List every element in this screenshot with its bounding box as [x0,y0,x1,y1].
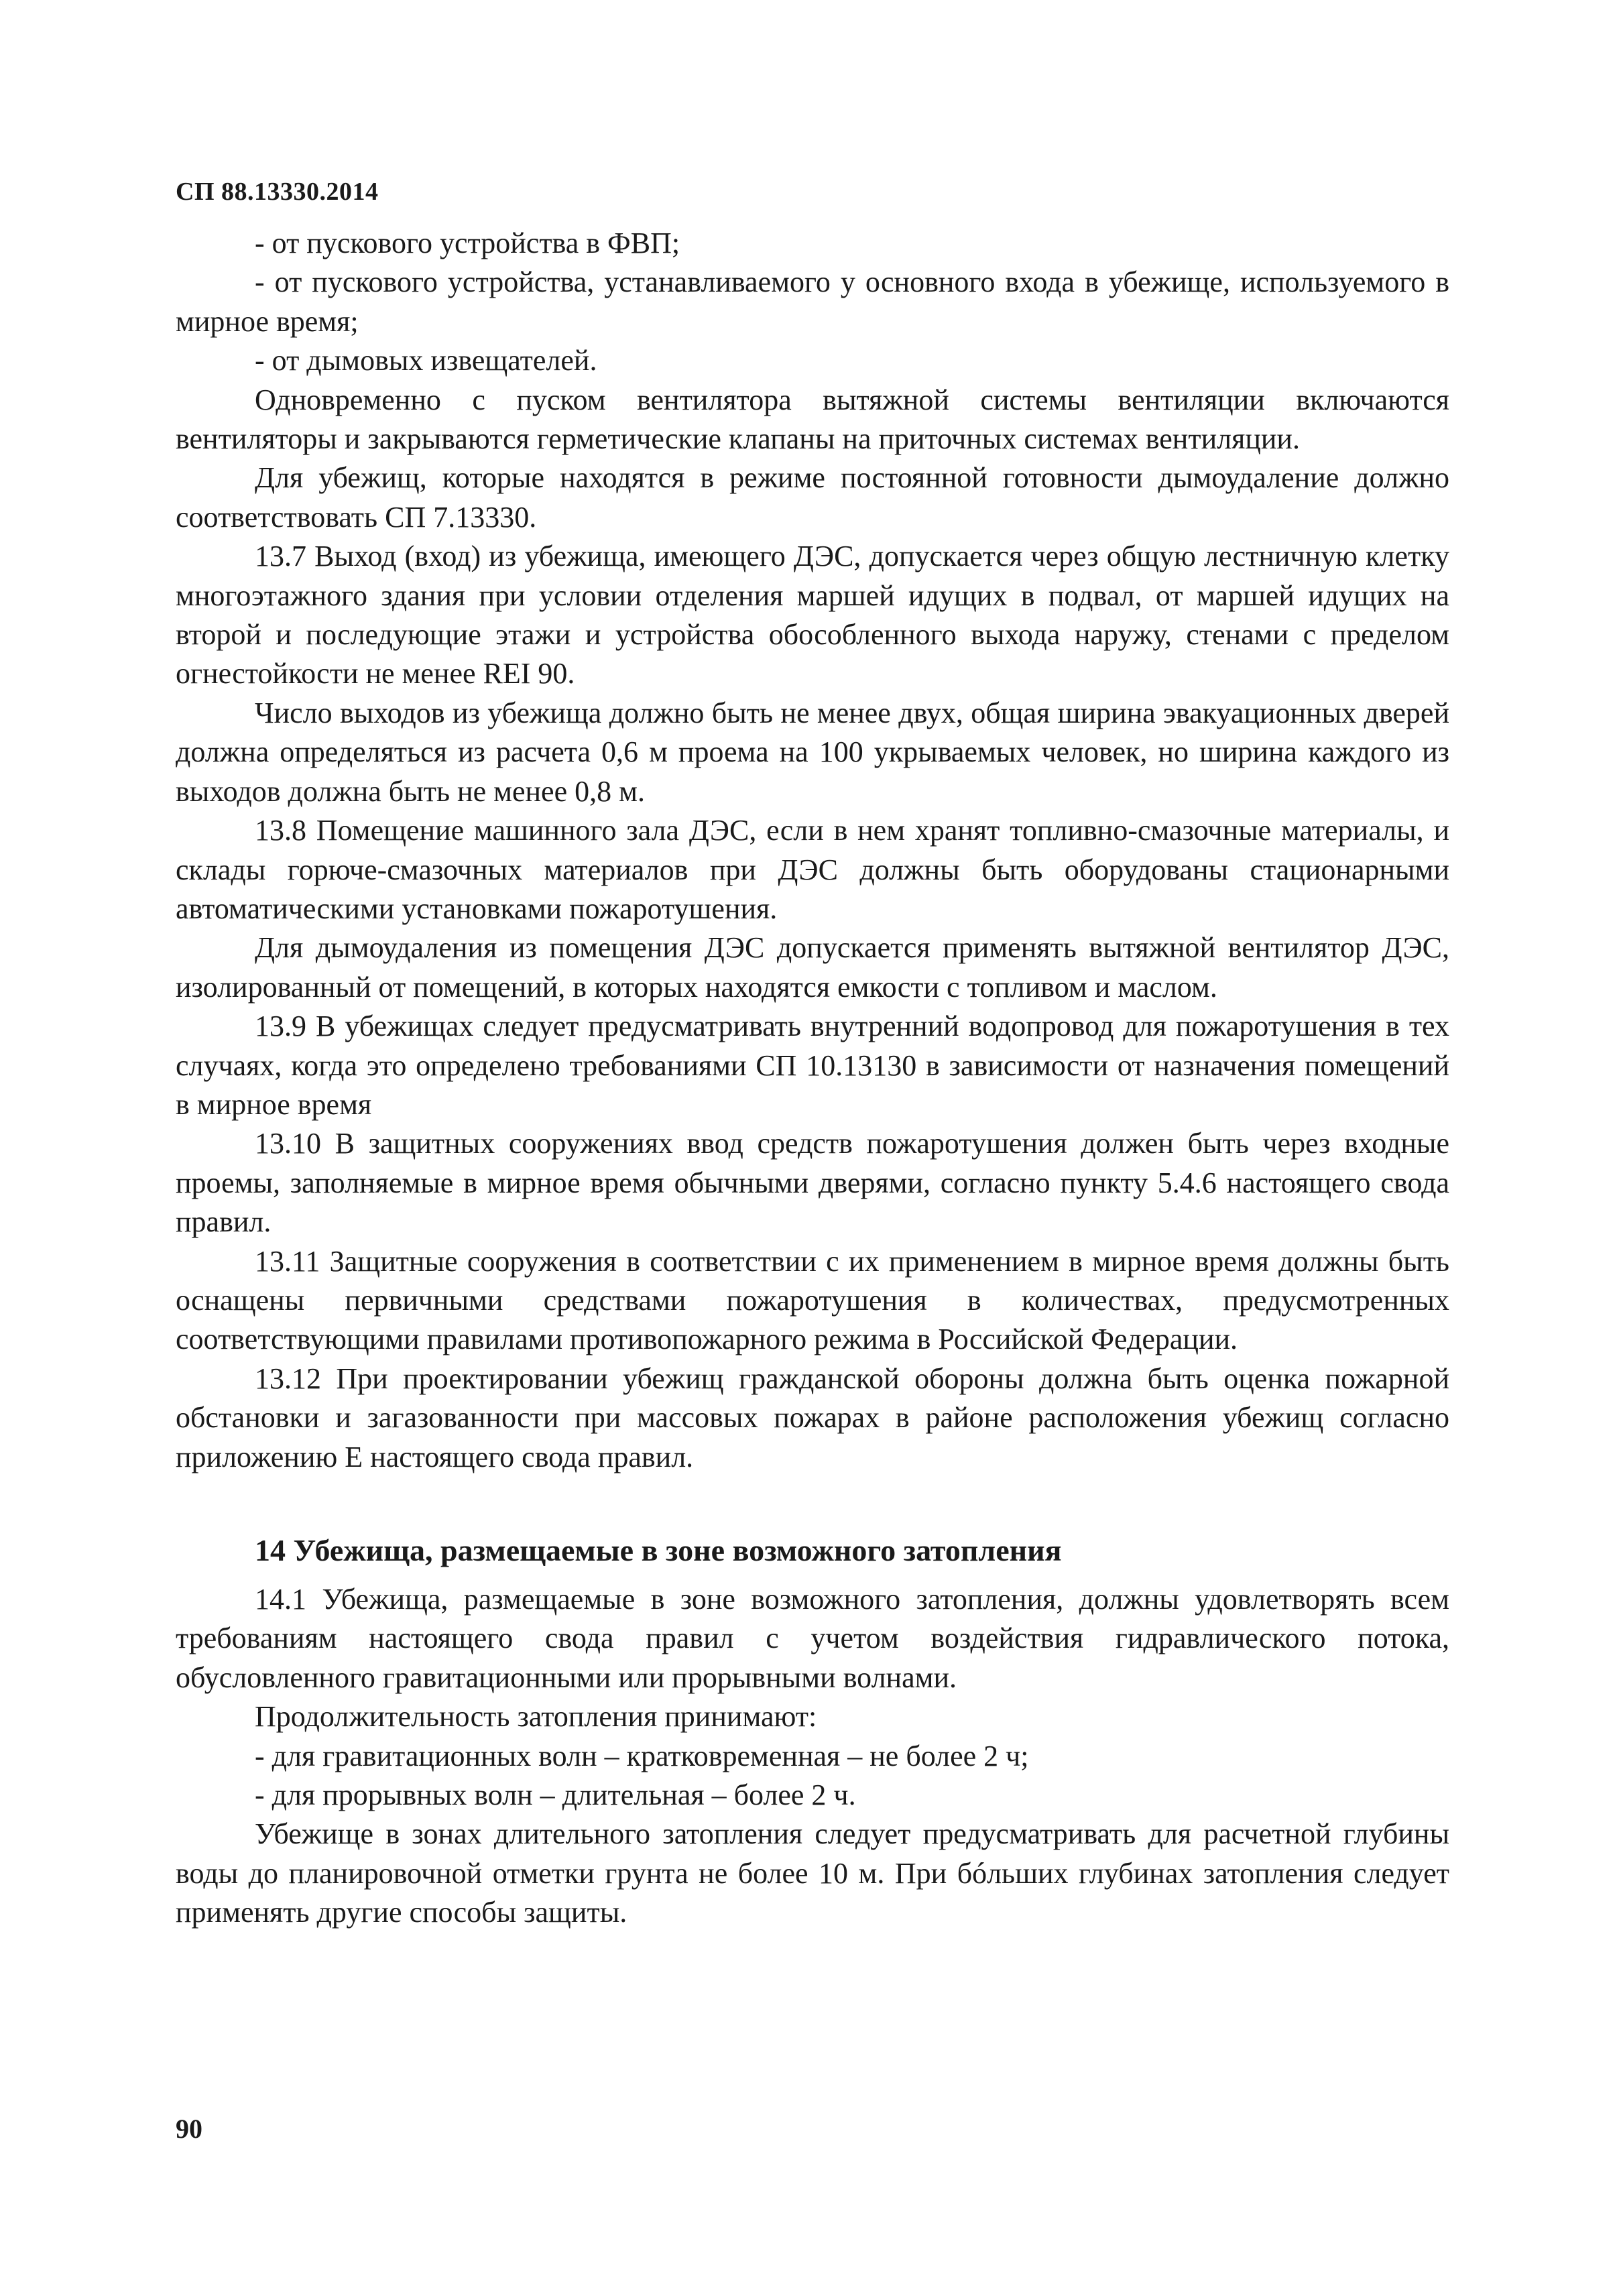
paragraph-13-10: 13.10 В защитных сооружениях ввод средств пожаротушения должен быть через входные проемы, заполняемые в мирное время обычными дверями, согласно пункту 5.4.6 настоящего свода правил. [176,1127,1449,1239]
paragraph: - от пускового устройства, устанавливаемого у основного входа в убежище, используемого в мирное время; [176,265,1449,338]
paragraph: - от пускового устройства в ФВП; [255,227,680,259]
paragraph-14-1: 14.1 Убежища, размещаемые в зоне возможного затопления, должны удовлетворять всем требованиям настоящего свода правил с учетом воздействия гидравлического потока, обусловленного гравитационными или прорывными волнами. [176,1583,1449,1694]
document-code: СП 88.13330.2014 [176,178,379,206]
paragraph: Для дымоудаления из помещения ДЭС допускается применять вытяжной вентилятор ДЭС, изолированный от помещений, в которых находятся емкости с топливом и маслом. [176,931,1449,1004]
section-heading: 14 Убежища, размещаемые в зоне возможного затопления [255,1533,1062,1567]
paragraph: Убежище в зонах длительного затопления следует предусматривать для расчетной глубины воды до планировочной отметки грунта не более 10 м. При бóльших глубинах затопления следует применять другие способы защиты. [176,1817,1449,1929]
list-item: - для гравитационных волн – кратковременная – не более 2 ч; [255,1739,1029,1772]
paragraph: Для убежищ, которые находятся в режиме постоянной готовности дымоудаление должно соответствовать СП 7.13330. [176,461,1449,534]
paragraph: Одновременно с пуском вентилятора вытяжной системы вентиляции включаются вентиляторы и закрываются герметические клапаны на приточных системах вентиляции. [176,383,1449,456]
paragraph-13-8: 13.8 Помещение машинного зала ДЭС, если в нем хранят топливно-смазочные материалы, и склады горюче-смазочных материалов при ДЭС должны быть оборудованы стационарными автоматическими установками пожаротушения. [176,814,1449,925]
page-number: 90 [176,2114,202,2144]
paragraph-13-9: 13.9 В убежищах следует предусматривать внутренний водопровод для пожаротушения в тех случаях, когда это определено требованиями СП 10.13130 в зависимости от назначения помещений в мирное время [176,1010,1449,1121]
paragraph-13-7: 13.7 Выход (вход) из убежища, имеющего ДЭС, допускается через общую лестничную клетку многоэтажного здания при условии отделения маршей идущих в подвал, от маршей идущих на второй и последующие этажи и устройства обособленного выхода наружу, стенами с пределом огнестойкости не менее REI 90. [176,540,1449,690]
paragraph: Продолжительность затопления принимают: [255,1700,817,1734]
paragraph: Число выходов из убежища должно быть не менее двух, общая ширина эвакуационных дверей должна определяться из расчета 0,6 м проема на 100 укрываемых человек, но ширина каждого из выходов должна быть не менее 0,8 м. [176,696,1449,808]
list-item: - для прорывных волн – длительная – более 2 ч. [255,1778,856,1812]
paragraph-13-11: 13.11 Защитные сооружения в соответствии с их применением в мирное время должны быть оснащены первичными средствами пожаротушения в количествах, предусмотренных соответствующими правилами противопожарного режима в Российской Федерации. [176,1244,1449,1356]
paragraph: - от дымовых извещателей. [255,344,597,377]
page-body [176,224,1449,1933]
paragraph-13-12: 13.12 При проектировании убежищ гражданской обороны должна быть оценка пожарной обстановки и загазованности при массовых пожарах в районе расположения убежищ согласно приложению Е настоящего свода правил. [176,1362,1449,1473]
